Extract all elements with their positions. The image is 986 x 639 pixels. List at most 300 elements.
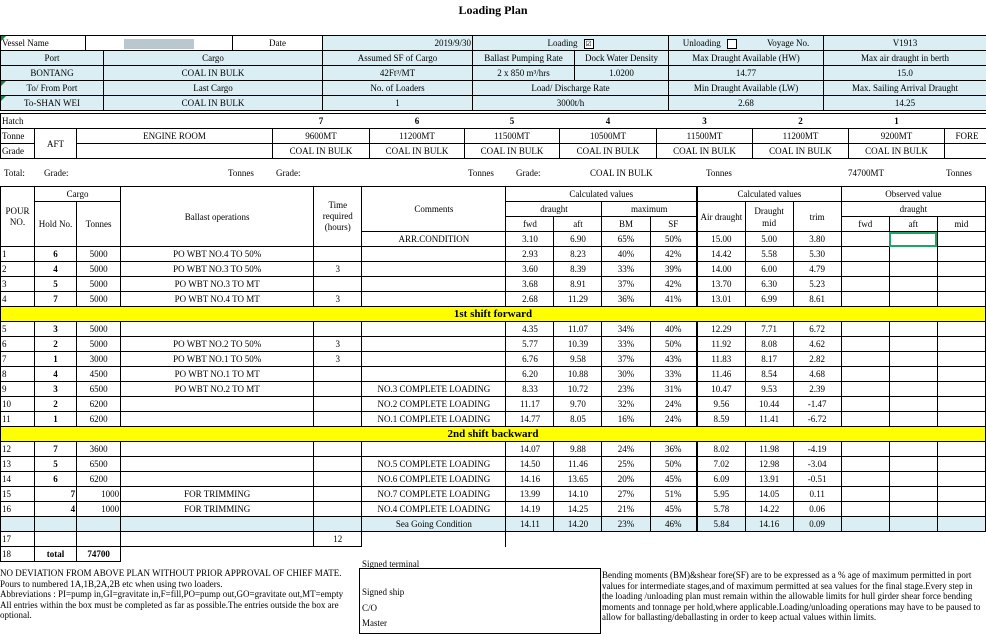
hold-no[interactable]: 5: [35, 457, 77, 472]
calc-sf[interactable]: 45%: [650, 472, 697, 487]
calc-air-draught[interactable]: 6.09: [697, 472, 745, 487]
tonnes-value-3[interactable]: 74700MT: [848, 168, 884, 178]
time-required[interactable]: [314, 412, 362, 427]
max-air-value[interactable]: 15.0: [824, 66, 986, 81]
time-required[interactable]: [314, 247, 362, 262]
to-from-label: To/ From Port: [1, 81, 104, 96]
calc-draught-mid[interactable]: 6.99: [745, 292, 793, 307]
comment[interactable]: NO.5 COMPLETE LOADING: [362, 457, 506, 472]
time-required[interactable]: [314, 382, 362, 397]
time-required[interactable]: [314, 472, 362, 487]
calc-trim[interactable]: 4.62: [793, 337, 841, 352]
arrival-mid[interactable]: 5.00: [745, 232, 793, 247]
obs-cell[interactable]: [841, 322, 889, 337]
calc-fwd[interactable]: 2.68: [506, 292, 554, 307]
obs-cell[interactable]: [937, 322, 985, 337]
comment[interactable]: NO.3 COMPLETE LOADING: [362, 382, 506, 397]
time-required[interactable]: [314, 397, 362, 412]
calc-trim[interactable]: 6.72: [793, 322, 841, 337]
max-sailing-value[interactable]: 14.25: [824, 96, 986, 111]
sea-going-bm[interactable]: 23%: [602, 517, 650, 532]
arrival-air[interactable]: 15.00: [697, 232, 745, 247]
calc-sf[interactable]: 51%: [650, 487, 697, 502]
ballast-operation[interactable]: FOR TRIMMING: [121, 502, 314, 517]
arrival-trim[interactable]: 3.80: [793, 232, 841, 247]
calc-aft[interactable]: 11.46: [554, 457, 602, 472]
calc-sf[interactable]: 24%: [650, 397, 697, 412]
calc-aft[interactable]: 10.72: [554, 382, 602, 397]
max-draught-hw-value[interactable]: 14.77: [669, 66, 824, 81]
obs-cell[interactable]: [889, 337, 937, 352]
calc-air-draught[interactable]: 8.02: [697, 442, 745, 457]
calc-bm[interactable]: 24%: [602, 442, 650, 457]
calc-sf[interactable]: 41%: [650, 292, 697, 307]
calc-trim[interactable]: -3.04: [793, 457, 841, 472]
calc-air-draught[interactable]: 5.78: [697, 502, 745, 517]
sea-going-aft[interactable]: 14.20: [554, 517, 602, 532]
hatch-tonnes[interactable]: 11200MT: [753, 129, 849, 144]
tonnes[interactable]: 6200: [77, 472, 121, 487]
calc-air-draught[interactable]: 12.29: [697, 322, 745, 337]
calc-air-draught[interactable]: 13.01: [697, 292, 745, 307]
calc-air-draught[interactable]: 10.47: [697, 382, 745, 397]
calc-draught-mid[interactable]: 5.58: [745, 247, 793, 262]
tonnes[interactable]: 6200: [77, 397, 121, 412]
to-from-value[interactable]: To-SHAN WEI: [1, 96, 104, 111]
calc-fwd[interactable]: 6.76: [506, 352, 554, 367]
ballast-operation[interactable]: [121, 472, 314, 487]
comment[interactable]: [362, 277, 506, 292]
total-label: Total:: [4, 168, 25, 178]
tonnes[interactable]: 6500: [77, 457, 121, 472]
ballast-operation[interactable]: PO WBT NO.1 TO 50%: [121, 352, 314, 367]
obs-cell[interactable]: [841, 247, 889, 262]
min-draught-lw-value[interactable]: 2.68: [669, 96, 824, 111]
obs-cell[interactable]: [937, 277, 985, 292]
calc-draught-mid[interactable]: 8.54: [745, 367, 793, 382]
calc-sf[interactable]: 24%: [650, 412, 697, 427]
obs-cell[interactable]: [841, 292, 889, 307]
loaders-value[interactable]: 1: [323, 96, 473, 111]
arrival-aft[interactable]: 6.90: [554, 232, 602, 247]
obs-cell[interactable]: [889, 277, 937, 292]
calc-trim[interactable]: -6.72: [793, 412, 841, 427]
obs-cell[interactable]: [841, 382, 889, 397]
calc-trim[interactable]: -4.19: [793, 442, 841, 457]
hold-no[interactable]: 3: [35, 322, 77, 337]
calc-fwd[interactable]: 4.35: [506, 322, 554, 337]
calc-aft[interactable]: 8.91: [554, 277, 602, 292]
hatch-grade[interactable]: COAL IN BULK: [370, 144, 465, 159]
calc-aft[interactable]: 8.23: [554, 247, 602, 262]
obs-cell[interactable]: [937, 412, 985, 427]
ballast-operation[interactable]: PO WBT NO.3 TO 50%: [121, 262, 314, 277]
calc-fwd[interactable]: 14.16: [506, 472, 554, 487]
calc-trim[interactable]: 8.61: [793, 292, 841, 307]
tonnes[interactable]: 5000: [77, 322, 121, 337]
ballast-operation[interactable]: PO WBT NO.2 TO 50%: [121, 337, 314, 352]
port-value[interactable]: BONTANG: [1, 66, 104, 81]
obs-cell[interactable]: [889, 472, 937, 487]
grade-value-3[interactable]: COAL IN BULK: [590, 168, 653, 178]
comment[interactable]: [362, 337, 506, 352]
calc-sf[interactable]: 50%: [650, 337, 697, 352]
calc-sf[interactable]: 42%: [650, 247, 697, 262]
calc-aft[interactable]: 8.39: [554, 262, 602, 277]
obs-cell[interactable]: [889, 487, 937, 502]
tonnes[interactable]: 5000: [77, 277, 121, 292]
calc-fwd[interactable]: 14.50: [506, 457, 554, 472]
calc-sf[interactable]: 33%: [650, 367, 697, 382]
obs-cell[interactable]: [937, 352, 985, 367]
calc-trim[interactable]: 0.11: [793, 487, 841, 502]
ballast-operation[interactable]: [121, 457, 314, 472]
unloading-cell[interactable]: [669, 36, 824, 51]
hatch-tonnes[interactable]: 11500MT: [465, 129, 560, 144]
calc-sf[interactable]: 45%: [650, 502, 697, 517]
obs-cell[interactable]: [889, 367, 937, 382]
calc-bm[interactable]: 27%: [602, 487, 650, 502]
calc-aft[interactable]: 9.58: [554, 352, 602, 367]
hold-no[interactable]: 7: [35, 292, 77, 307]
hold-no[interactable]: 6: [35, 247, 77, 262]
tonnes[interactable]: 5000: [77, 247, 121, 262]
obs-cell[interactable]: [841, 442, 889, 457]
comment[interactable]: [362, 292, 506, 307]
hatch-tonnes[interactable]: 11500MT: [657, 129, 753, 144]
ballast-operation[interactable]: PO WBT NO.2 TO MT: [121, 382, 314, 397]
hatch-grade[interactable]: COAL IN BULK: [273, 144, 370, 159]
calc-bm[interactable]: 32%: [602, 397, 650, 412]
calc-air-draught[interactable]: 11.92: [697, 337, 745, 352]
comment[interactable]: NO.4 COMPLETE LOADING: [362, 502, 506, 517]
time-required[interactable]: 3: [314, 262, 362, 277]
calc-bm[interactable]: 37%: [602, 352, 650, 367]
obs-cell[interactable]: [889, 442, 937, 457]
hold-no[interactable]: 1: [35, 412, 77, 427]
obs-cell[interactable]: [937, 247, 985, 262]
sea-going-fwd[interactable]: 14.11: [506, 517, 554, 532]
calc-sf[interactable]: 31%: [650, 382, 697, 397]
calc-draught-mid[interactable]: 6.00: [745, 262, 793, 277]
time-required[interactable]: 12: [314, 532, 362, 547]
obs-cell[interactable]: [841, 352, 889, 367]
calc-draught-mid[interactable]: 14.05: [745, 487, 793, 502]
tonnes[interactable]: 3000: [77, 352, 121, 367]
calc-aft[interactable]: 11.29: [554, 292, 602, 307]
calc-fwd[interactable]: 8.33: [506, 382, 554, 397]
obs-cell[interactable]: [937, 382, 985, 397]
calc-fwd[interactable]: 6.20: [506, 367, 554, 382]
calc-bm[interactable]: 40%: [602, 247, 650, 262]
obs-cell[interactable]: [841, 412, 889, 427]
hold-no[interactable]: 4: [35, 367, 77, 382]
calc-bm[interactable]: 20%: [602, 472, 650, 487]
calc-fwd[interactable]: 3.68: [506, 277, 554, 292]
pour-no: 17: [1, 532, 35, 547]
calc-trim[interactable]: 4.79: [793, 262, 841, 277]
ballast-operation[interactable]: PO WBT NO.3 TO MT: [121, 277, 314, 292]
sea-going-trim[interactable]: 0.09: [793, 517, 841, 532]
arrival-sf[interactable]: 50%: [650, 232, 697, 247]
obs-cell[interactable]: [841, 472, 889, 487]
calc-bm[interactable]: 25%: [602, 457, 650, 472]
obs-cell[interactable]: [889, 262, 937, 277]
hold-no[interactable]: 4: [35, 262, 77, 277]
ballast-operation[interactable]: [121, 397, 314, 412]
hold-no[interactable]: 4: [35, 502, 77, 517]
tonnes[interactable]: 5000: [77, 262, 121, 277]
tonnes[interactable]: 5000: [77, 337, 121, 352]
calc-aft[interactable]: 14.10: [554, 487, 602, 502]
obs-cell[interactable]: [841, 232, 889, 247]
tonnes[interactable]: 4500: [77, 367, 121, 382]
hold-no[interactable]: 6: [35, 472, 77, 487]
sea-going-mid[interactable]: 14.16: [745, 517, 793, 532]
calc-aft[interactable]: 8.05: [554, 412, 602, 427]
comment[interactable]: NO.6 COMPLETE LOADING: [362, 472, 506, 487]
calc-aft[interactable]: 10.39: [554, 337, 602, 352]
tonnes[interactable]: 6500: [77, 382, 121, 397]
calc-bm[interactable]: 33%: [602, 337, 650, 352]
comment[interactable]: NO.1 COMPLETE LOADING: [362, 412, 506, 427]
hatch-tonnes[interactable]: 10500MT: [560, 129, 657, 144]
calc-air-draught[interactable]: 8.59: [697, 412, 745, 427]
calc-draught-mid[interactable]: 9.53: [745, 382, 793, 397]
comment[interactable]: [362, 442, 506, 457]
calc-trim[interactable]: 4.68: [793, 367, 841, 382]
time-required[interactable]: [314, 457, 362, 472]
obs-cell[interactable]: [841, 277, 889, 292]
cargo-value[interactable]: COAL IN BULK: [104, 66, 323, 81]
calc-aft[interactable]: 9.88: [554, 442, 602, 457]
tonnes[interactable]: 5000: [77, 292, 121, 307]
obs-cell[interactable]: [937, 472, 985, 487]
tonnes[interactable]: 6200: [77, 412, 121, 427]
loading-checkbox[interactable]: ☑: [585, 39, 592, 48]
time-required[interactable]: 3: [314, 352, 362, 367]
obs-cell[interactable]: [889, 502, 937, 517]
hold-no[interactable]: 7: [35, 487, 77, 502]
sf-value[interactable]: 42Ft³/MT: [323, 66, 473, 81]
calc-fwd[interactable]: 14.77: [506, 412, 554, 427]
calc-sf[interactable]: 43%: [650, 352, 697, 367]
obs-cell[interactable]: [841, 457, 889, 472]
obs-cell[interactable]: [841, 337, 889, 352]
calc-fwd[interactable]: 14.07: [506, 442, 554, 457]
ballast-operation[interactable]: [121, 412, 314, 427]
ballast-operation[interactable]: FOR TRIMMING: [121, 487, 314, 502]
obs-cell[interactable]: [937, 487, 985, 502]
obs-cell[interactable]: [937, 367, 985, 382]
calc-air-draught[interactable]: 11.83: [697, 352, 745, 367]
calc-trim[interactable]: 2.82: [793, 352, 841, 367]
obs-cell[interactable]: [889, 382, 937, 397]
signed-terminal-label: Signed terminal: [362, 559, 420, 569]
time-required[interactable]: [314, 487, 362, 502]
calc-fwd[interactable]: 14.19: [506, 502, 554, 517]
calc-bm[interactable]: 30%: [602, 367, 650, 382]
hatch-grade[interactable]: COAL IN BULK: [560, 144, 657, 159]
obs-cell[interactable]: [889, 397, 937, 412]
hold-no[interactable]: 2: [35, 397, 77, 412]
time-required[interactable]: 3: [314, 337, 362, 352]
hold-no[interactable]: 1: [35, 352, 77, 367]
obs-cell[interactable]: [841, 397, 889, 412]
voyage-value[interactable]: V1913: [824, 36, 986, 51]
comment[interactable]: NO.7 COMPLETE LOADING: [362, 487, 506, 502]
obs-cell[interactable]: [841, 367, 889, 382]
calc-fwd[interactable]: 2.93: [506, 247, 554, 262]
calc-draught-mid[interactable]: 7.71: [745, 322, 793, 337]
obs-cell[interactable]: [889, 352, 937, 367]
vessel-name-field[interactable]: [86, 36, 233, 51]
calc-sf[interactable]: 36%: [650, 442, 697, 457]
arrival-fwd[interactable]: 3.10: [506, 232, 554, 247]
calc-draught-mid[interactable]: 11.98: [745, 442, 793, 457]
obs-cell[interactable]: [937, 292, 985, 307]
hatch-tonnes[interactable]: 9200MT: [849, 129, 945, 144]
calc-air-draught[interactable]: 9.56: [697, 397, 745, 412]
comment[interactable]: [362, 352, 506, 367]
sea-going-air[interactable]: 5.84: [697, 517, 745, 532]
ballast-operation[interactable]: [121, 442, 314, 457]
calc-bm[interactable]: 16%: [602, 412, 650, 427]
calc-trim[interactable]: -0.51: [793, 472, 841, 487]
calc-air-draught[interactable]: 13.70: [697, 277, 745, 292]
hold-no[interactable]: 5: [35, 277, 77, 292]
calc-bm[interactable]: 37%: [602, 277, 650, 292]
time-required[interactable]: [314, 502, 362, 517]
calc-sf[interactable]: 39%: [650, 262, 697, 277]
calc-trim[interactable]: 5.30: [793, 247, 841, 262]
calc-sf[interactable]: 40%: [650, 322, 697, 337]
comment[interactable]: NO.2 COMPLETE LOADING: [362, 397, 506, 412]
calc-draught-mid[interactable]: 8.17: [745, 352, 793, 367]
calc-aft[interactable]: 9.70: [554, 397, 602, 412]
obs-cell[interactable]: [937, 502, 985, 517]
time-required[interactable]: 3: [314, 292, 362, 307]
tonnes[interactable]: 1000: [77, 502, 121, 517]
obs-cell-selected[interactable]: [889, 232, 937, 247]
obs-cell[interactable]: [889, 457, 937, 472]
hatch-tonnes[interactable]: 11200MT: [370, 129, 465, 144]
time-required[interactable]: [314, 367, 362, 382]
obs-cell[interactable]: [937, 457, 985, 472]
tonnes[interactable]: 1000: [77, 487, 121, 502]
calc-draught-mid[interactable]: 11.41: [745, 412, 793, 427]
calc-trim[interactable]: 5.23: [793, 277, 841, 292]
calc-draught-mid[interactable]: 14.22: [745, 502, 793, 517]
calc-trim[interactable]: 2.39: [793, 382, 841, 397]
date-value[interactable]: 2019/9/30: [323, 36, 473, 51]
obs-cell[interactable]: [841, 262, 889, 277]
dock-density-value[interactable]: 1.0200: [575, 66, 669, 81]
hatch-grade[interactable]: COAL IN BULK: [849, 144, 945, 159]
calc-draught-mid[interactable]: 13.91: [745, 472, 793, 487]
obs-cell[interactable]: [889, 292, 937, 307]
ballast-operation[interactable]: PO WBT NO.4 TO MT: [121, 292, 314, 307]
hold-no[interactable]: 2: [35, 337, 77, 352]
calc-fwd[interactable]: 11.17: [506, 397, 554, 412]
calc-draught-mid[interactable]: 6.30: [745, 277, 793, 292]
hold-no[interactable]: 3: [35, 382, 77, 397]
time-required[interactable]: [314, 322, 362, 337]
obs-cell[interactable]: [889, 412, 937, 427]
calc-fwd[interactable]: 13.99: [506, 487, 554, 502]
tonnes[interactable]: 3600: [77, 442, 121, 457]
obs-cell[interactable]: [937, 397, 985, 412]
calc-trim[interactable]: 0.06: [793, 502, 841, 517]
hatch-number: 1: [849, 114, 945, 129]
obs-cell[interactable]: [937, 262, 985, 277]
calc-air-draught[interactable]: 11.46: [697, 367, 745, 382]
comment[interactable]: [362, 322, 506, 337]
table-row: [1, 442, 986, 457]
obs-cell[interactable]: [841, 487, 889, 502]
calc-bm[interactable]: 33%: [602, 262, 650, 277]
obs-cell[interactable]: [937, 442, 985, 457]
calc-aft[interactable]: 10.88: [554, 367, 602, 382]
calc-sf[interactable]: 42%: [650, 277, 697, 292]
calc-draught-mid[interactable]: 10.44: [745, 397, 793, 412]
time-required[interactable]: [314, 442, 362, 457]
calc-trim[interactable]: -1.47: [793, 397, 841, 412]
obs-cell[interactable]: [889, 247, 937, 262]
hatch-grade[interactable]: COAL IN BULK: [465, 144, 560, 159]
calc-bm[interactable]: 36%: [602, 292, 650, 307]
comment[interactable]: [362, 262, 506, 277]
obs-cell[interactable]: [889, 322, 937, 337]
arrival-bm[interactable]: 65%: [602, 232, 650, 247]
calc-bm[interactable]: 34%: [602, 322, 650, 337]
calc-air-draught[interactable]: 7.02: [697, 457, 745, 472]
hold-no[interactable]: 7: [35, 442, 77, 457]
comment[interactable]: [362, 247, 506, 262]
ballast-operation[interactable]: PO WBT NO.1 TO MT: [121, 367, 314, 382]
calc-aft[interactable]: 11.07: [554, 322, 602, 337]
hatch-tonnes[interactable]: 9600MT: [273, 129, 370, 144]
obs-cell[interactable]: [841, 502, 889, 517]
hatch-grade[interactable]: COAL IN BULK: [657, 144, 753, 159]
sea-going-sf[interactable]: 46%: [650, 517, 697, 532]
calc-aft[interactable]: 13.65: [554, 472, 602, 487]
calc-aft[interactable]: 14.25: [554, 502, 602, 517]
hatch-grade[interactable]: COAL IN BULK: [753, 144, 849, 159]
ballast-operation[interactable]: PO WBT NO.4 TO 50%: [121, 247, 314, 262]
unloading-checkbox[interactable]: [727, 39, 737, 49]
ballast-rate-value[interactable]: 2 x 850 m³/hrs: [473, 66, 575, 81]
calc-air-draught[interactable]: 5.95: [697, 487, 745, 502]
loading-cell[interactable]: [473, 36, 669, 51]
ballast-operation[interactable]: [121, 322, 314, 337]
calc-fwd[interactable]: 5.77: [506, 337, 554, 352]
comment[interactable]: [362, 367, 506, 382]
calc-fwd[interactable]: 3.60: [506, 262, 554, 277]
calc-sf[interactable]: 50%: [650, 457, 697, 472]
calc-air-draught[interactable]: 14.42: [697, 247, 745, 262]
calc-draught-mid[interactable]: 12.98: [745, 457, 793, 472]
time-required[interactable]: [314, 277, 362, 292]
rate-value[interactable]: 3000t/h: [473, 96, 669, 111]
calc-bm[interactable]: 23%: [602, 382, 650, 397]
calc-air-draught[interactable]: 14.00: [697, 262, 745, 277]
calc-bm[interactable]: 21%: [602, 502, 650, 517]
obs-cell[interactable]: [937, 337, 985, 352]
obs-cell[interactable]: [937, 232, 985, 247]
calc-draught-mid[interactable]: 8.08: [745, 337, 793, 352]
last-cargo-value[interactable]: COAL IN BULK: [104, 96, 323, 111]
